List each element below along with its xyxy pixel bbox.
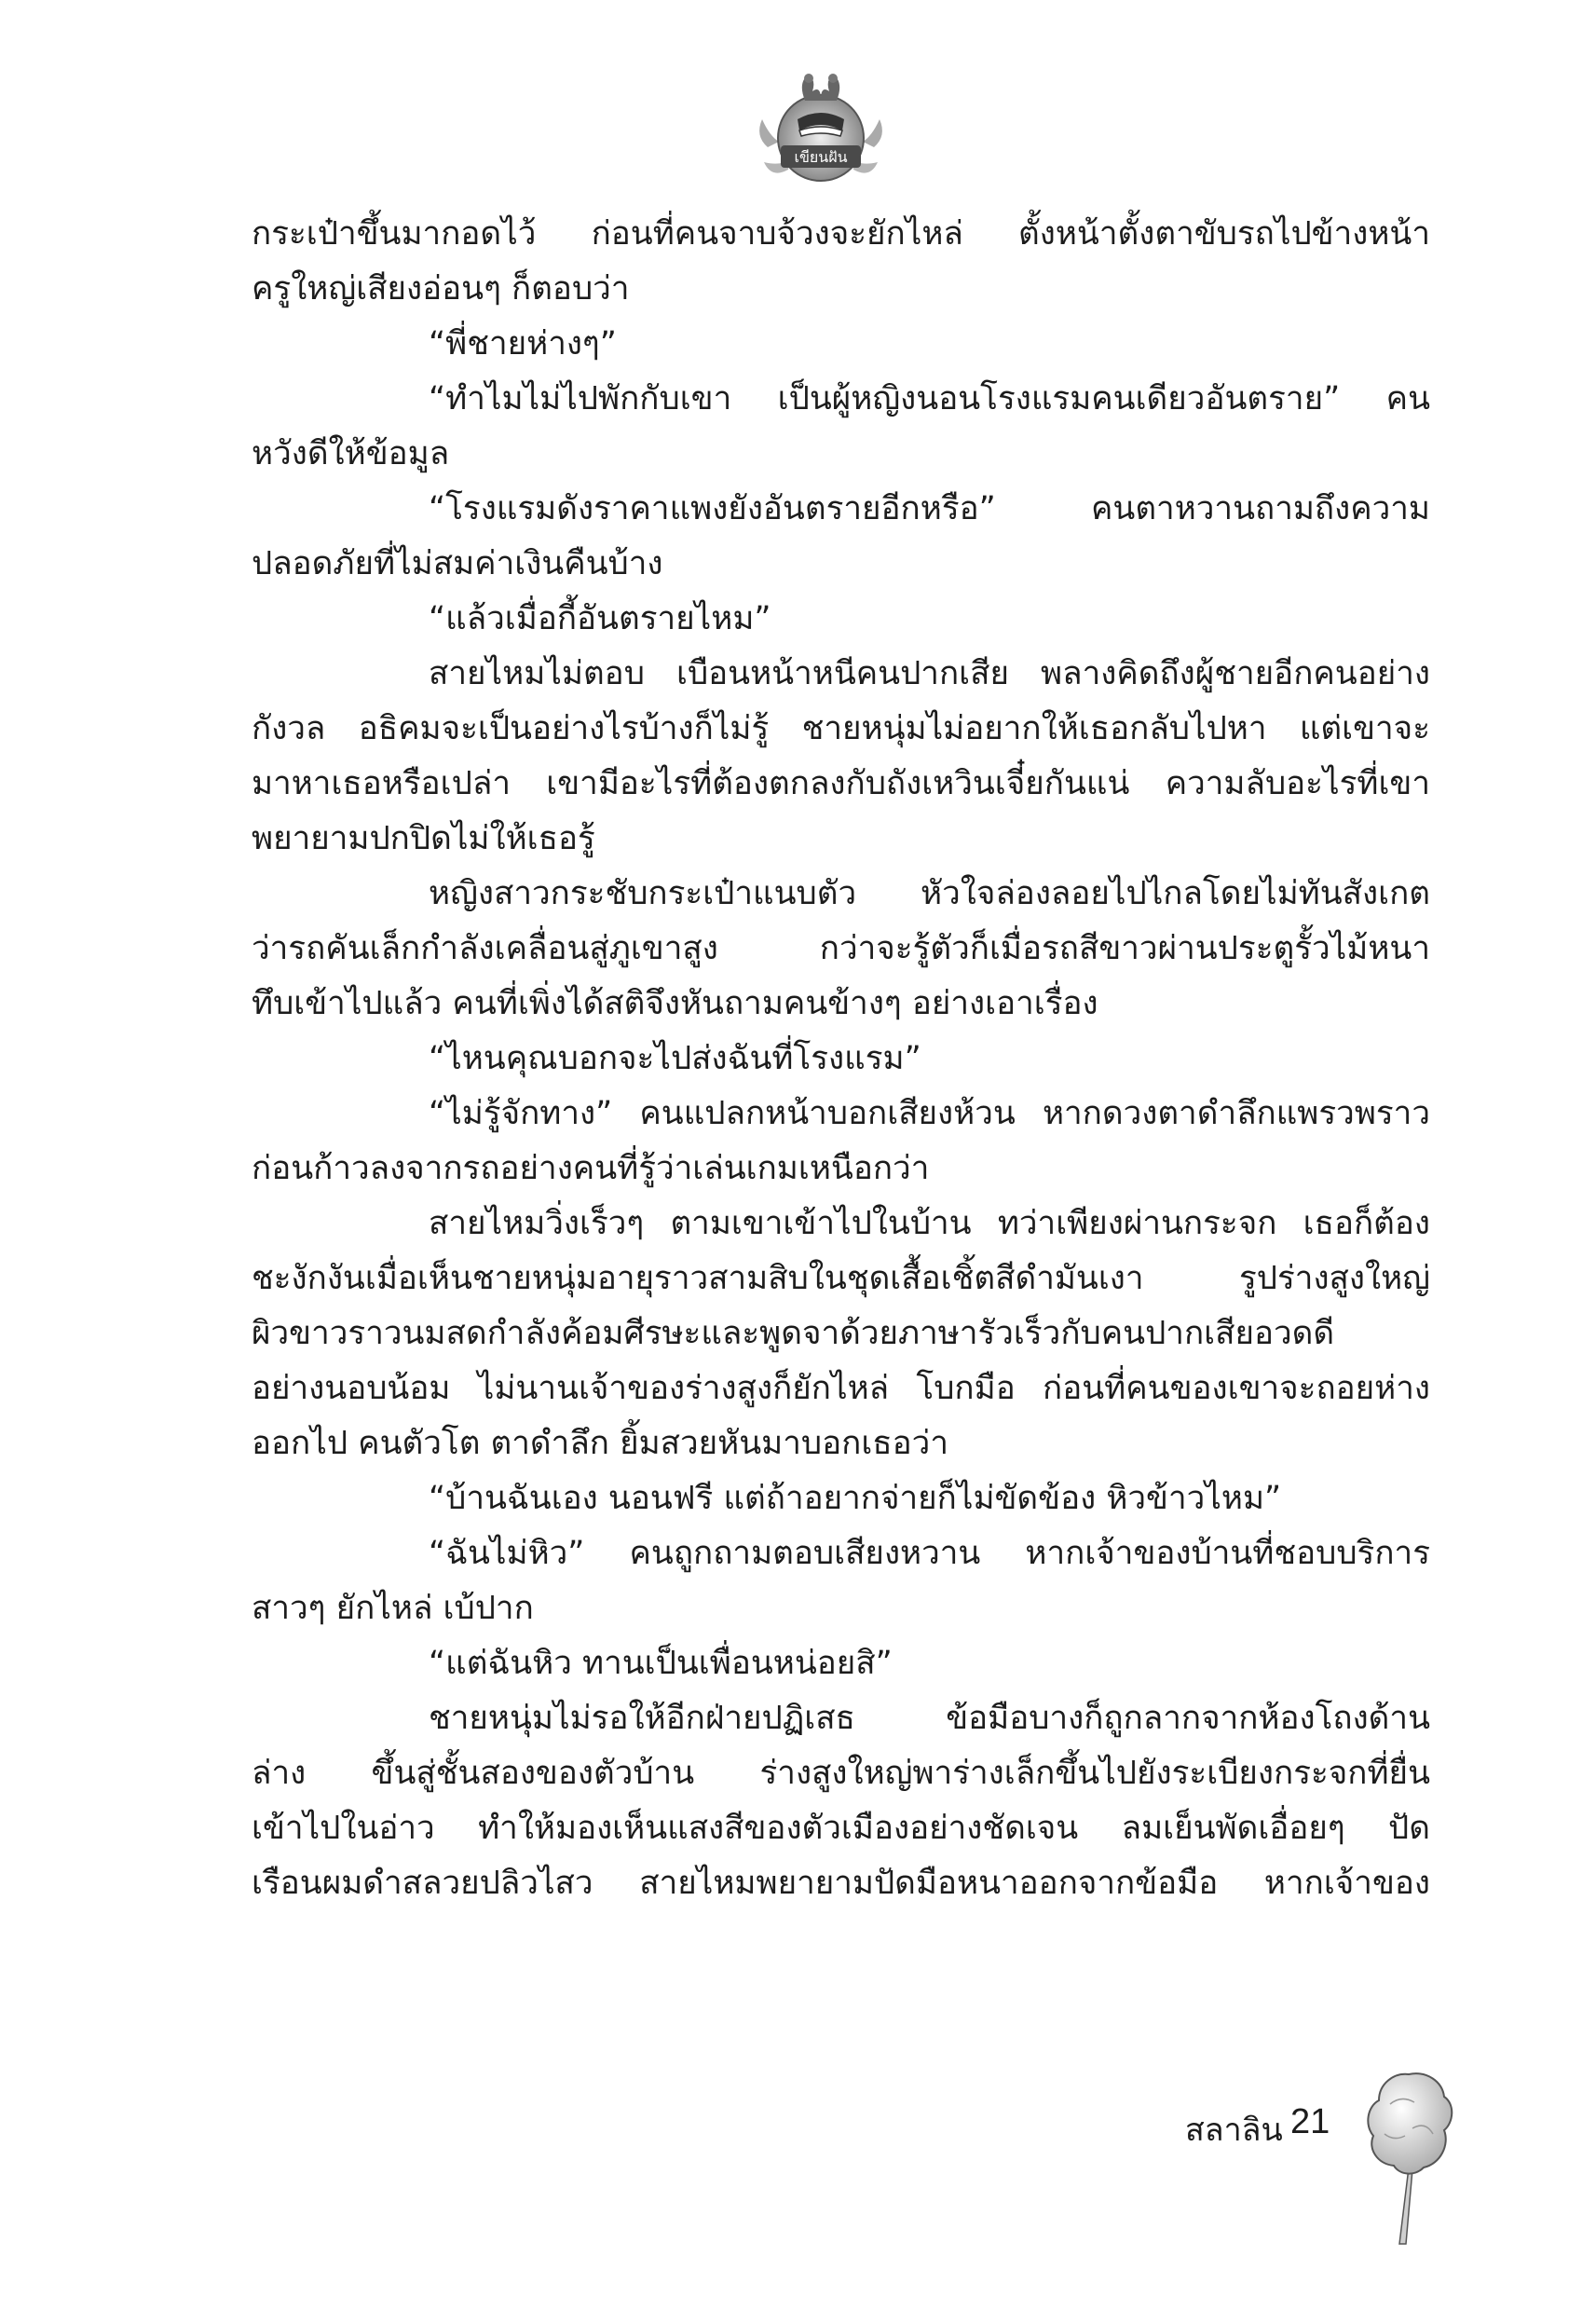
paragraph-line: หวังดีให้ข้อมูล <box>252 435 450 472</box>
paragraph-line: “ไม่รู้จักทาง” คนแปลกหน้าบอกเสียงห้วน หากดวงตาดำลึกแพรวพราว <box>429 1095 1430 1132</box>
paragraph-line: ครูใหญ่เสียงอ่อนๆ ก็ตอบว่า <box>252 270 630 308</box>
page-number: 21 <box>1290 2102 1330 2141</box>
paragraph-line: เรือนผมดำสลวยปลิวไสว สายไหมพยายามปัดมือหนาออกจากข้อมือ หากเจ้าของ <box>252 1865 1430 1902</box>
paragraph-line: เข้าไปในอ่าว ทำให้มองเห็นแสงสีของตัวเมืองอย่างชัดเจน ลมเย็นพัดเอื่อยๆ ปัด <box>252 1810 1430 1847</box>
paragraph-line: “บ้านฉันเอง นอนฟรี แต่ถ้าอยากจ่ายก็ไม่ขัดข้อง หิวข้าวไหม” <box>429 1480 1282 1517</box>
paragraph-line: “ทำไมไม่ไปพักกับเขา เป็นผู้หญิงนอนโรงแรมคนเดียวอันตราย” คน <box>429 380 1430 417</box>
paragraph-line: ปลอดภัยที่ไม่สมค่าเงินคืนบ้าง <box>252 545 663 582</box>
cotton-candy-icon <box>1362 2067 1455 2249</box>
logo-text: เขียนฝัน <box>794 148 848 166</box>
paragraph-line: “พี่ชายห่างๆ” <box>429 325 617 362</box>
paragraph-line: ชะงักงันเมื่อเห็นชายหนุ่มอายุราวสามสิบในชุดเสื้อเชิ้ตสีดำมันเงา รูปร่างสูงใหญ่ <box>252 1260 1430 1297</box>
paragraph-line: สายไหมวิ่งเร็วๆ ตามเขาเข้าไปในบ้าน ทว่าเพียงผ่านกระจก เธอก็ต้อง <box>429 1205 1430 1242</box>
paragraph-line: หญิงสาวกระชับกระเป๋าแนบตัว หัวใจล่องลอยไปไกลโดยไม่ทันสังเกต <box>429 875 1430 912</box>
paragraph-line: ผิวขาวราวนมสดกำลังค้อมศีรษะและพูดจาด้วยภาษารัวเร็วกับคนปากเสียอวดดี <box>252 1315 1335 1352</box>
paragraph-line: “ฉันไม่หิว” คนถูกถามตอบเสียงหวาน หากเจ้าของบ้านที่ชอบบริการ <box>429 1535 1430 1572</box>
paragraph-line: สาวๆ ยักไหล่ เบ้ปาก <box>252 1590 534 1627</box>
story-text <box>252 207 1430 1911</box>
paragraph-line: ชายหนุ่มไม่รอให้อีกฝ่ายปฏิเสธ ข้อมือบางก็ถูกลากจากห้องโถงด้าน <box>429 1700 1430 1737</box>
paragraph-line: ว่ารถคันเล็กกำลังเคลื่อนสู่ภูเขาสูง กว่าจะรู้ตัวก็เมื่อรถสีขาวผ่านประตูรั้วไม้หนา <box>252 930 1430 967</box>
paragraph-line: สายไหมไม่ตอบ เบือนหน้าหนีคนปากเสีย พลางคิดถึงผู้ชายอีกคนอย่าง <box>429 655 1430 692</box>
paragraph-line: กังวล อธิคมจะเป็นอย่างไรบ้างก็ไม่รู้ ชายหนุ่มไม่อยากให้เธอกลับไปหา แต่เขาจะ <box>252 710 1430 747</box>
paragraph-line: มาหาเธอหรือเปล่า เขามีอะไรที่ต้องตกลงกับถังเหวินเจี๋ยกันแน่ ความลับอะไรที่เขา <box>252 765 1430 802</box>
paragraph-line: ทึบเข้าไปแล้ว คนที่เพิ่งได้สติจึงหันถามคนข้างๆ อย่างเอาเรื่อง <box>252 985 1098 1022</box>
book-title: สลาลิน <box>1185 2112 1283 2149</box>
paragraph-line: “แล้วเมื่อกี้อันตรายไหม” <box>429 600 771 637</box>
paragraph-line: “ไหนคุณบอกจะไปส่งฉันที่โรงแรม” <box>429 1040 921 1077</box>
paragraph-line: “โรงแรมดังราคาแพงยังอันตรายอีกหรือ” คนตาหวานถามถึงความ <box>429 490 1430 527</box>
paragraph-line: ออกไป คนตัวโต ตาดำลึก ยิ้มสวยหันมาบอกเธอว่า <box>252 1425 948 1462</box>
paragraph-line: พยายามปกปิดไม่ให้เธอรู้ <box>252 820 595 857</box>
paragraph-line: ก่อนก้าวลงจากรถอย่างคนที่รู้ว่าเล่นเกมเหนือกว่า <box>252 1150 930 1187</box>
paragraph-line: “แต่ฉันหิว ทานเป็นเพื่อนหน่อยสิ” <box>429 1645 893 1682</box>
kheanfan-logo-icon <box>751 58 891 198</box>
paragraph-line: อย่างนอบน้อม ไม่นานเจ้าของร่างสูงก็ยักไหล่ โบกมือ ก่อนที่คนของเขาจะถอยห่าง <box>252 1370 1430 1407</box>
paragraph-line: ล่าง ขึ้นสู่ชั้นสองของตัวบ้าน ร่างสูงใหญ่พาร่างเล็กขึ้นไปยังระเบียงกระจกที่ยื่น <box>252 1755 1430 1792</box>
paragraph-line: กระเป๋าขึ้นมากอดไว้ ก่อนที่คนจาบจ้วงจะยักไหล่ ตั้งหน้าตั้งตาขับรถไปข้างหน้า <box>252 215 1430 253</box>
